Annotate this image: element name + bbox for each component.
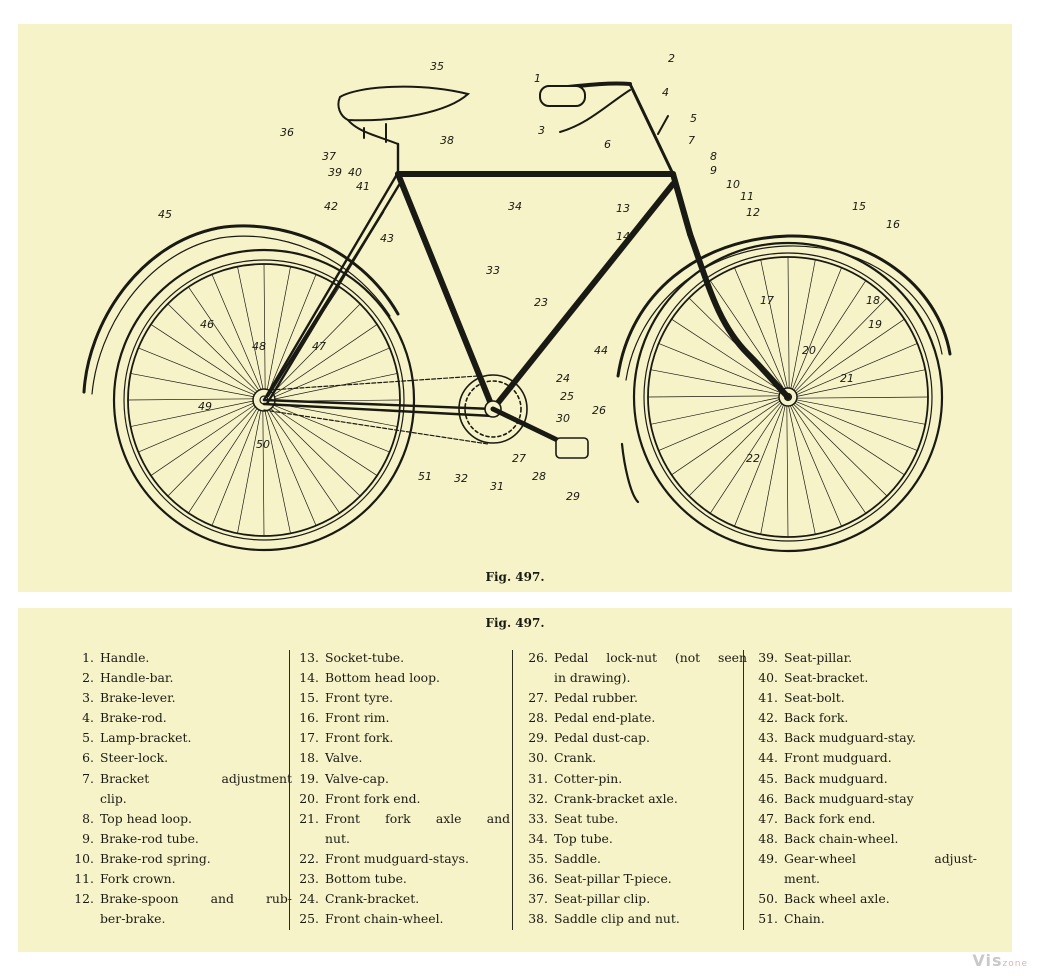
legend-item-text: Back chain-wheel.: [784, 830, 899, 846]
legend-item-number: 6.: [82, 750, 94, 766]
legend-item-number: 40.: [758, 670, 778, 686]
legend-item-text: Front fork axle and: [325, 810, 510, 826]
legend-item-text: Top head loop.: [100, 810, 192, 826]
legend-item: [66, 829, 292, 849]
legend-item-text: Seat-pillar clip.: [554, 891, 651, 907]
legend-item: [297, 769, 510, 789]
legend-item-number: 11.: [74, 871, 94, 887]
legend-item-number: 33.: [528, 810, 548, 826]
legend-item-number: 31.: [528, 770, 548, 786]
legend-item-number: 47.: [758, 810, 778, 826]
legend-item: [520, 728, 747, 748]
legend-item-text: Front mudguard.: [784, 750, 892, 766]
legend-item-text: Back mudguard.: [784, 770, 888, 786]
legend-item: [752, 789, 977, 809]
legend-item: [66, 869, 292, 889]
legend-item: [66, 748, 292, 768]
legend-item-text: Front fork end.: [325, 790, 421, 806]
callout-11: 11: [740, 190, 754, 203]
legend-item: [66, 688, 292, 708]
legend-item-number: 18.: [299, 750, 319, 766]
legend-column-3: [520, 648, 747, 929]
legend-item: [297, 708, 510, 728]
legend-item-text: Bottom head loop.: [325, 670, 440, 686]
legend-item-text: Front fork.: [325, 730, 394, 746]
legend-item-continuation: nut.: [325, 830, 350, 846]
callout-50: 50: [256, 438, 270, 451]
legend-item-text: Valve-cap.: [325, 770, 389, 786]
legend-column-2: [297, 648, 510, 929]
callout-30: 30: [556, 412, 570, 425]
callout-34: 34: [508, 200, 522, 213]
legend-item-number: 29.: [528, 730, 548, 746]
legend-item-text: Pedal end-plate.: [554, 710, 656, 726]
legend-column-1: [66, 648, 292, 929]
legend-item-continuation: in drawing).: [554, 670, 631, 686]
legend-item: [66, 708, 292, 728]
callout-7: 7: [688, 134, 695, 147]
legend-item: [752, 728, 977, 748]
legend-item: [520, 769, 747, 789]
legend-item-text: Front mudguard-stays.: [325, 850, 469, 866]
legend-item-number: 27.: [528, 690, 548, 706]
legend-item: [752, 769, 977, 789]
legend-item-text: Steer-lock.: [100, 750, 169, 766]
legend-item-text: Brake-spoon and rub-: [100, 891, 292, 907]
callout-17: 17: [760, 294, 774, 307]
callout-35: 35: [430, 60, 444, 73]
callout-40: 40: [348, 166, 362, 179]
legend-item: [520, 909, 747, 929]
legend-item-number: 20.: [299, 790, 319, 806]
legend-item-text: Brake-rod spring.: [100, 850, 211, 866]
legend-item: [752, 849, 977, 869]
legend-item-number: 15.: [299, 690, 319, 706]
legend-item-number: 24.: [299, 891, 319, 907]
callout-12: 12: [746, 206, 760, 219]
legend-item-number: 10.: [74, 850, 94, 866]
callout-49: 49: [198, 400, 212, 413]
callout-1: 1: [534, 72, 541, 85]
legend-item: [752, 668, 977, 688]
callout-33: 33: [486, 264, 500, 277]
legend-item: [752, 829, 977, 849]
legend-item: [297, 889, 510, 909]
handlebar: [540, 83, 673, 174]
legend-item-text: Handle.: [100, 650, 150, 665]
legend-item-number: 28.: [528, 710, 548, 726]
callout-18: 18: [866, 294, 880, 307]
callout-6: 6: [604, 138, 611, 151]
legend-item-text: Front rim.: [325, 710, 390, 726]
callout-48: 48: [252, 340, 266, 353]
legend-item: [66, 728, 292, 748]
legend-item: [297, 748, 510, 768]
legend-item-text: Chain.: [784, 911, 825, 927]
legend-item: [297, 728, 510, 748]
legend-item-text: Back fork end.: [784, 810, 876, 826]
legend-item-number: 17.: [299, 730, 319, 746]
legend-item-text: Bottom tube.: [325, 871, 407, 887]
legend-item: [66, 769, 292, 789]
legend-item-number: 38.: [528, 911, 548, 927]
legend-item: [520, 849, 747, 869]
callout-43: 43: [380, 232, 394, 245]
legend-item-number: 14.: [299, 670, 319, 686]
legend-item: [66, 648, 292, 668]
legend-item-number: 43.: [758, 730, 778, 746]
callout-45: 45: [158, 208, 172, 221]
legend-item-number: 5.: [82, 730, 94, 746]
legend-item-number: 48.: [758, 830, 778, 846]
legend-item-text: Socket-tube.: [325, 650, 405, 665]
callout-5: 5: [690, 112, 697, 125]
legend-item-text: Lamp-bracket.: [100, 730, 192, 746]
legend-item: [752, 889, 977, 909]
legend-item-text: Bracket adjustment: [100, 770, 292, 786]
bicycle-drawing: [18, 24, 1012, 592]
legend-item: [66, 849, 292, 869]
legend-item-text: Handle-bar.: [100, 670, 174, 686]
legend-item: [520, 648, 747, 668]
callout-51: 51: [418, 470, 432, 483]
legend-item-text: Top tube.: [554, 830, 613, 846]
legend-item-continuation: ber-brake.: [100, 911, 166, 927]
callout-14: 14: [616, 230, 630, 243]
legend-item: [66, 668, 292, 688]
legend-item-text: Brake-lever.: [100, 690, 176, 706]
legend-item-text: Brake-rod tube.: [100, 830, 199, 846]
callout-42: 42: [324, 200, 338, 213]
callout-38: 38: [440, 134, 454, 147]
legend-item-text: Saddle.: [554, 850, 601, 866]
legend-item-number: 16.: [299, 710, 319, 726]
callout-23: 23: [534, 296, 548, 309]
column-divider: [512, 650, 513, 930]
callout-2: 2: [668, 52, 675, 65]
legend-item-number: 19.: [299, 770, 319, 786]
legend-item-continuation: clip.: [100, 790, 127, 806]
watermark-logo: Viszone: [972, 951, 1028, 970]
column-divider: [743, 650, 744, 930]
legend-item-number: 45.: [758, 770, 778, 786]
legend-item: [297, 688, 510, 708]
legend-item: [752, 688, 977, 708]
callout-8: 8: [710, 150, 717, 163]
legend-item-number: 32.: [528, 790, 548, 806]
callout-44: 44: [594, 344, 608, 357]
callout-31: 31: [490, 480, 504, 493]
legend-item-number: 30.: [528, 750, 548, 766]
callout-32: 32: [454, 472, 468, 485]
legend-item-text: Back mudguard-stay: [784, 790, 914, 806]
legend-item-number: 46.: [758, 790, 778, 806]
legend-item: [520, 789, 747, 809]
callout-19: 19: [868, 318, 882, 331]
legend-item: [297, 648, 510, 668]
legend-item-number: 41.: [758, 690, 778, 706]
legend-item-number: 9.: [82, 830, 94, 846]
legend-item-text: Back fork.: [784, 710, 849, 726]
legend-item-text: Crank.: [554, 750, 597, 766]
callout-22: 22: [746, 452, 760, 465]
legend-item-number: 49.: [758, 850, 778, 866]
legend-item-text: Fork crown.: [100, 871, 176, 887]
legend-item-number: 1.: [82, 650, 94, 665]
legend-item: [66, 809, 292, 829]
legend-item-number: 4.: [82, 710, 94, 726]
callout-13: 13: [616, 202, 630, 215]
legend-item-continuation: ment.: [784, 871, 820, 887]
callout-4: 4: [662, 86, 669, 99]
legend-item: [752, 708, 977, 728]
legend-item-text: Cotter-pin.: [554, 770, 623, 786]
legend-item-text: Gear-wheel adjust-: [784, 850, 977, 866]
legend-item: [66, 889, 292, 909]
legend-item-text: Brake-rod.: [100, 710, 167, 726]
legend-item-number: 25.: [299, 911, 319, 927]
legend-item-number: 51.: [758, 911, 778, 927]
callout-15: 15: [852, 200, 866, 213]
legend-item: [752, 909, 977, 929]
legend-item-number: 13.: [299, 650, 319, 665]
legend-item: [520, 708, 747, 728]
legend-item-text: Back mudguard-stay.: [784, 730, 916, 746]
legend-item-text: Seat-pillar T-piece.: [554, 871, 672, 887]
legend-item: [297, 809, 510, 829]
figure-caption: Fig. 497.: [485, 570, 545, 584]
legend-item-number: 8.: [82, 810, 94, 826]
legend-item: [520, 748, 747, 768]
callout-20: 20: [802, 344, 816, 357]
callout-16: 16: [886, 218, 900, 231]
legend-item: [752, 809, 977, 829]
legend-item-number: 7.: [82, 770, 94, 786]
legend-item-number: 2.: [82, 670, 94, 686]
legend-panel: [18, 608, 1012, 952]
legend-item: [752, 648, 977, 668]
legend-item: [297, 849, 510, 869]
legend-item: [752, 748, 977, 768]
legend-item-number: 39.: [758, 650, 778, 665]
legend-item-number: 22.: [299, 850, 319, 866]
legend-item-text: Pedal dust-cap.: [554, 730, 650, 746]
callout-29: 29: [566, 490, 580, 503]
legend-item-number: 3.: [82, 690, 94, 706]
callout-39: 39: [328, 166, 342, 179]
column-divider: [289, 650, 290, 930]
legend-item-text: Front tyre.: [325, 690, 394, 706]
legend-item-text: Front chain-wheel.: [325, 911, 444, 927]
callout-21: 21: [840, 372, 854, 385]
callout-41: 41: [356, 180, 370, 193]
legend-item: [520, 809, 747, 829]
callout-47: 47: [312, 340, 326, 353]
legend-item: [297, 869, 510, 889]
legend-item-number: 36.: [528, 871, 548, 887]
legend-item-number: 37.: [528, 891, 548, 907]
callout-9: 9: [710, 164, 717, 177]
legend-item-text: Crank-bracket.: [325, 891, 420, 907]
legend-item-number: 42.: [758, 710, 778, 726]
legend-item-text: Crank-bracket axle.: [554, 790, 678, 806]
legend-item: [520, 889, 747, 909]
callout-28: 28: [532, 470, 546, 483]
legend-item-text: Seat-bolt.: [784, 690, 845, 706]
bicycle-figure-panel: [18, 24, 1012, 592]
legend-item-text: Back wheel axle.: [784, 891, 890, 907]
callout-46: 46: [200, 318, 214, 331]
legend-column-4: [752, 648, 977, 929]
legend-item: [297, 789, 510, 809]
legend-item-number: 26.: [528, 650, 548, 665]
legend-item-number: 35.: [528, 850, 548, 866]
legend-item-text: Valve.: [325, 750, 363, 766]
legend-item-number: 50.: [758, 891, 778, 907]
legend-item-number: 12.: [74, 891, 94, 907]
callout-26: 26: [592, 404, 606, 417]
callout-24: 24: [556, 372, 570, 385]
legend-item-text: Seat tube.: [554, 810, 619, 826]
legend-item: [297, 668, 510, 688]
legend-item-number: 34.: [528, 830, 548, 846]
legend-item-text: Pedal lock-nut (not seen: [554, 650, 747, 665]
callout-36: 36: [280, 126, 294, 139]
legend-item-text: Pedal rubber.: [554, 690, 638, 706]
legend-item-number: 23.: [299, 871, 319, 887]
callout-27: 27: [512, 452, 526, 465]
callout-labels: [158, 52, 900, 503]
legend-item: [297, 909, 510, 929]
callout-25: 25: [560, 390, 574, 403]
callout-3: 3: [538, 124, 545, 137]
legend-item: [520, 869, 747, 889]
legend-item: [520, 688, 747, 708]
legend-caption: Fig. 497.: [485, 616, 545, 630]
callout-37: 37: [322, 150, 336, 163]
legend-item-text: Seat-pillar.: [784, 650, 853, 665]
legend-item: [520, 829, 747, 849]
callout-10: 10: [726, 178, 740, 191]
legend-item-text: Saddle clip and nut.: [554, 911, 680, 927]
legend-item-number: 44.: [758, 750, 778, 766]
legend-item-number: 21.: [299, 810, 319, 826]
legend-item-text: Seat-bracket.: [784, 670, 869, 686]
